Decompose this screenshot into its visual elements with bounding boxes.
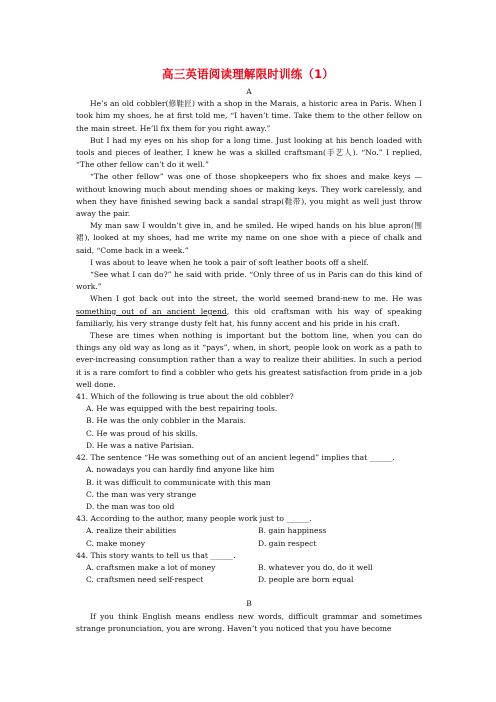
answer-option: D. people are born equal: [258, 575, 354, 585]
question-stem: 44. This story wants to tell us that ______.: [76, 550, 236, 560]
answer-option: B. whatever you do, do it well: [258, 562, 373, 572]
question-stem: 42. The sentence “He was something out of an ancient legend” implies that ______.: [76, 453, 395, 463]
paragraph: My man saw I wouldn’t give in, and he smiled. He wiped hands on his blue apron(围裙), looked at my shoes, had me write my name on one shoe with a piece of chalk and said, “Come back in a week.”: [76, 221, 422, 255]
answer-option: B. He was the only cobbler in the Marais.: [86, 416, 247, 426]
section-a-label: A: [246, 87, 252, 96]
paragraph: “The other fellow” was one of those shopkeepers who fix shoes and make keys — without knowing much about mending shoes or making keys. They work carelessly, and when they have finished sewing back a sandal strap(鞋带), you might as well just throw away the pair.: [76, 172, 422, 219]
paragraph: These are times when nothing is important but the bottom line, when you can do things any old way as long as it “pays”, when, in short, people look on work as a path to ever-increasing consumption rather than a way to realize their abilities. In such a period it is a rare comfort to find a cobbler who gets his greatest satisfaction from pride in a job well done.: [76, 331, 422, 389]
question-stem: 43. According to the author, many people work just to ______.: [76, 514, 312, 524]
answer-option: D. gain respect: [258, 538, 317, 548]
answer-option: C. He was proud of his skills.: [86, 428, 198, 438]
answer-option: D. the man was too old: [86, 501, 175, 511]
answer-option: A. craftsmen make a lot of money: [86, 562, 216, 572]
answer-option: C. the man was very strange: [86, 489, 197, 499]
answer-option: C. craftsmen need self-respect: [86, 575, 204, 585]
answer-option: C. make money: [86, 538, 146, 548]
paragraph-text: , this old craftsman with his way of speaking familiarly, his very strange dusty felt hat, his funny accent and his pride in his craft.: [76, 306, 422, 328]
section-spacer: [76, 586, 422, 598]
paragraph: [76, 293, 422, 330]
paragraph: I was about to leave when he took a pair of soft leather boots off a shelf.: [90, 257, 369, 267]
paragraph-text: When I got back out into the street, the world seemed brand-new to me. He was: [90, 294, 422, 304]
answer-option-row: [76, 538, 422, 550]
answer-option: A. realize their abilities: [86, 526, 177, 536]
paragraph: If you think English means endless new words, difficult grammar and sometimes strange pronunciation, you are wrong. Haven’t you noticed that you have become: [76, 611, 422, 633]
document-body: [76, 86, 422, 635]
answer-option: D. He was a native Parisian.: [86, 440, 195, 450]
answer-option: B. gain happiness: [258, 526, 327, 536]
underlined-phrase: something out of an ancient legend: [76, 306, 227, 316]
paragraph: He’s an old cobbler(修鞋匠) with a shop in the Marais, a historic area in Paris. When I took him my shoes, he at first told me, “I haven’t time. Take them to the other fellow on the main street. He’ll fix them for you right away.”: [76, 99, 422, 133]
answer-option-row: [76, 525, 422, 537]
section-b-label: B: [246, 599, 252, 609]
answer-option-row: [76, 574, 422, 586]
paragraph: “See what I can do?” he said with pride. “Only three of us in Paris can do this kind of work.”: [76, 270, 422, 292]
answer-option: B. it was difficult to communicate with this man: [86, 477, 271, 487]
question-stem: 41. Which of the following is true about the old cobbler?: [76, 392, 294, 402]
answer-option: A. nowadays you can hardly find anyone like him: [86, 465, 275, 475]
answer-option: A. He was equipped with the best repairing tools.: [86, 404, 278, 414]
answer-option-row: [76, 562, 422, 574]
document-title: 高三英语阅读理解限时训练（1）: [162, 67, 334, 81]
paragraph: But I had my eyes on his shop for a long time. Just looking at his bench loaded with tools and pieces of leather, I knew he was a skilled craftsman(手艺人). “No.” I replied, “The other fellow can’t do it well.”: [76, 135, 422, 170]
